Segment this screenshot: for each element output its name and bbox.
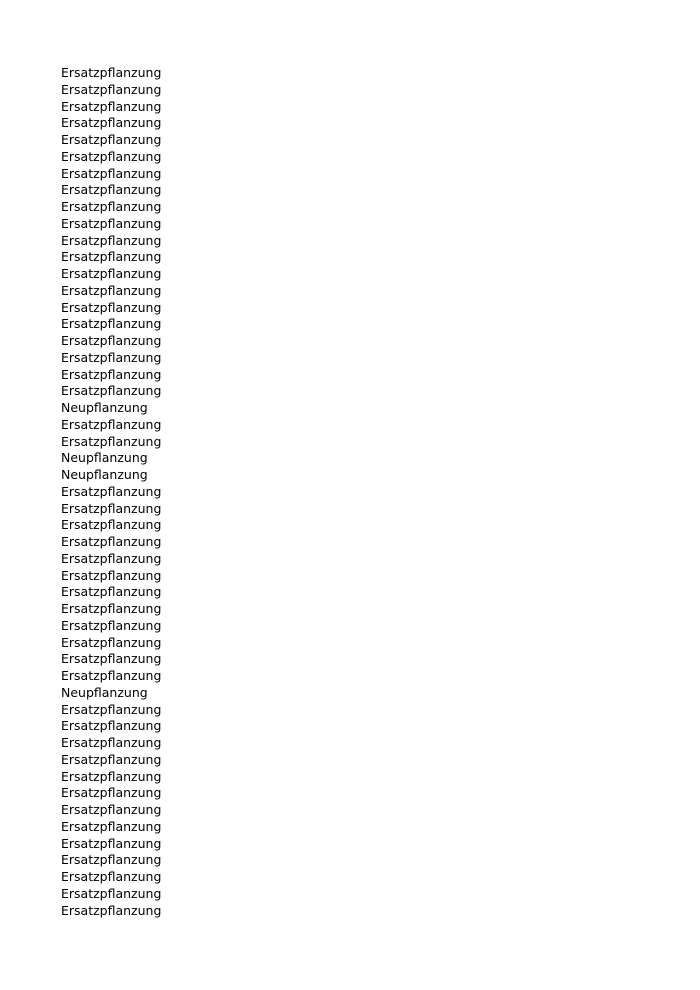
entry-list xyxy=(61,65,161,919)
list-item: Ersatzpflanzung xyxy=(61,617,162,633)
list-item: Ersatzpflanzung xyxy=(61,215,162,231)
list-item: Ersatzpflanzung xyxy=(61,249,162,265)
list-item: Ersatzpflanzung xyxy=(61,65,162,80)
list-item: Ersatzpflanzung xyxy=(61,785,162,801)
list-item: Ersatzpflanzung xyxy=(61,534,162,549)
list-item: Ersatzpflanzung xyxy=(61,584,162,600)
list-item: Ersatzpflanzung xyxy=(61,601,162,616)
list-item: Ersatzpflanzung xyxy=(61,165,162,181)
list-item: Ersatzpflanzung xyxy=(61,483,162,499)
list-item: Ersatzpflanzung xyxy=(61,869,162,884)
list-item: Ersatzpflanzung xyxy=(61,232,162,248)
list-item: Ersatzpflanzung xyxy=(61,115,162,131)
list-item: Ersatzpflanzung xyxy=(61,701,162,717)
list-item: Ersatzpflanzung xyxy=(61,500,162,516)
list-item: Ersatzpflanzung xyxy=(61,81,162,97)
list-item: Neupflanzung xyxy=(61,684,148,700)
list-item: Neupflanzung xyxy=(61,400,148,415)
list-item: Ersatzpflanzung xyxy=(61,199,162,214)
list-item: Ersatzpflanzung xyxy=(61,751,162,767)
list-item: Ersatzpflanzung xyxy=(61,282,162,298)
list-item: Ersatzpflanzung xyxy=(61,148,162,164)
list-item: Ersatzpflanzung xyxy=(61,349,162,365)
list-item: Ersatzpflanzung xyxy=(61,316,162,332)
list-item: Ersatzpflanzung xyxy=(61,550,162,566)
list-item: Ersatzpflanzung xyxy=(61,266,162,281)
list-item: Ersatzpflanzung xyxy=(61,768,162,784)
list-item: Ersatzpflanzung xyxy=(61,433,162,449)
list-item: Ersatzpflanzung xyxy=(61,383,162,399)
list-item: Ersatzpflanzung xyxy=(61,366,162,382)
list-item: Ersatzpflanzung xyxy=(61,818,162,834)
list-item: Ersatzpflanzung xyxy=(61,802,162,817)
list-item: Ersatzpflanzung xyxy=(61,98,162,114)
list-item: Neupflanzung xyxy=(61,467,148,482)
list-item: Neupflanzung xyxy=(61,450,148,466)
list-item: Ersatzpflanzung xyxy=(61,835,162,851)
list-item: Ersatzpflanzung xyxy=(61,634,162,650)
list-item: Ersatzpflanzung xyxy=(61,718,162,734)
list-item: Ersatzpflanzung xyxy=(61,902,162,918)
list-item: Ersatzpflanzung xyxy=(61,668,162,683)
list-item: Ersatzpflanzung xyxy=(61,852,162,868)
list-item: Ersatzpflanzung xyxy=(61,299,162,315)
list-item: Ersatzpflanzung xyxy=(61,735,162,750)
list-item: Ersatzpflanzung xyxy=(61,567,162,583)
list-item: Ersatzpflanzung xyxy=(61,517,162,533)
list-item: Ersatzpflanzung xyxy=(61,651,162,667)
list-item: Ersatzpflanzung xyxy=(61,333,162,348)
list-item: Ersatzpflanzung xyxy=(61,132,162,147)
list-item: Ersatzpflanzung xyxy=(61,182,162,198)
list-item: Ersatzpflanzung xyxy=(61,885,162,901)
list-item: Ersatzpflanzung xyxy=(61,416,162,432)
